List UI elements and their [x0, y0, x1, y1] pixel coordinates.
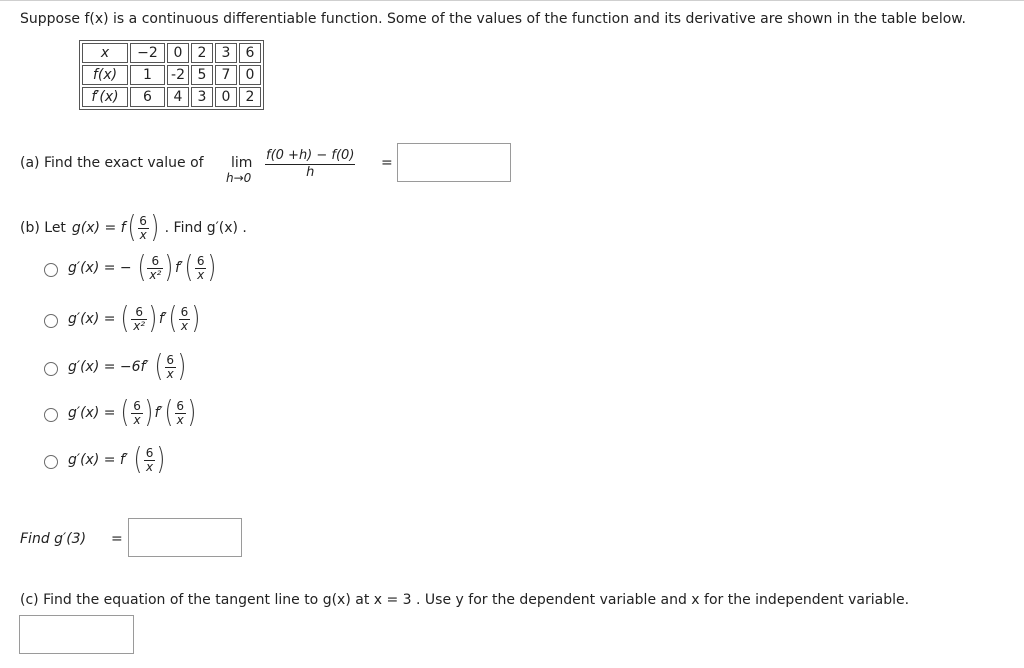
part-b-prefix: (b) Let	[20, 220, 66, 236]
fraction-numerator: 6	[145, 445, 154, 460]
left-paren: (	[184, 250, 194, 285]
table-row	[82, 65, 261, 85]
table-cell: 2	[191, 43, 213, 63]
option-5-label[interactable]	[68, 442, 167, 477]
part-a-answer-input[interactable]	[397, 143, 511, 182]
difference-quotient	[265, 148, 355, 181]
fraction-numerator: 6	[166, 352, 175, 367]
table-cell: 4	[167, 87, 189, 107]
part-c-answer-input[interactable]	[19, 615, 134, 654]
right-paren: )	[144, 395, 154, 430]
option-fraction	[131, 400, 143, 427]
option-lhs: g′(x) =	[68, 311, 116, 327]
table-row	[82, 87, 261, 107]
fraction-numerator: 6	[180, 304, 189, 319]
right-paren: )	[148, 301, 158, 336]
fraction-numerator: 6	[151, 253, 160, 268]
option-mid: f′	[158, 311, 167, 327]
fraction-denominator: x	[146, 459, 154, 474]
option-3-radio[interactable]	[44, 362, 58, 376]
values-table	[79, 40, 264, 110]
fraction-denominator: x	[133, 412, 141, 427]
fraction-denominator: x	[180, 318, 189, 333]
option-fraction	[164, 354, 176, 381]
option-fraction	[131, 306, 147, 333]
option-lhs: g′(x) =	[68, 405, 116, 421]
find-g3-equals: =	[111, 531, 123, 547]
difference-quotient-numerator: f(0 +h) − f(0)	[266, 148, 355, 163]
limit-label: lim	[231, 155, 253, 171]
option-2-label[interactable]	[68, 301, 202, 336]
table-cell: 1	[130, 65, 165, 85]
option-3-label[interactable]	[68, 349, 188, 384]
table-cell: 0	[215, 87, 237, 107]
table-cell: 6	[239, 43, 261, 63]
fraction-denominator: x	[166, 366, 174, 381]
option-fraction	[179, 306, 191, 333]
option-5-radio[interactable]	[44, 455, 58, 469]
part-b-statement	[20, 210, 247, 245]
right-paren: )	[150, 210, 160, 245]
g3-answer-input[interactable]	[128, 518, 242, 557]
table-cell: 3	[191, 87, 213, 107]
option-lhs: g′(x) = −6f′	[68, 359, 149, 375]
table-cell: 0	[167, 43, 189, 63]
right-paren: )	[156, 442, 166, 477]
g-definition: g(x) = f	[71, 220, 126, 236]
fraction-denominator: x²	[133, 318, 146, 333]
option-fraction	[174, 400, 186, 427]
option-lhs: g′(x) = f′	[68, 452, 129, 468]
fraction-numerator: 6	[176, 398, 185, 413]
table-cell: 0	[239, 65, 261, 85]
table-row	[82, 43, 261, 63]
option-fraction	[147, 255, 163, 282]
right-paren: )	[177, 349, 187, 384]
part-b-suffix: . Find g′(x) .	[164, 220, 247, 236]
part-a-equals: =	[381, 155, 393, 171]
option-lhs: g′(x) = −	[68, 260, 132, 276]
right-paren: )	[191, 301, 201, 336]
table-cell: 3	[215, 43, 237, 63]
option-mid: f′	[175, 260, 184, 276]
top-border	[0, 0, 1024, 1]
left-paren: (	[127, 210, 136, 245]
left-paren: (	[154, 349, 163, 384]
fraction-denominator: x²	[149, 267, 162, 282]
option-mid: f′	[154, 405, 163, 421]
fraction-numerator: 6	[133, 398, 141, 413]
fraction-numerator: 6	[135, 304, 143, 319]
fraction-denominator: x	[176, 412, 184, 427]
left-paren: (	[168, 301, 178, 336]
right-paren: )	[164, 250, 174, 285]
table-cell: −2	[130, 43, 165, 63]
fraction-denominator: x	[197, 267, 205, 282]
left-paren: (	[120, 395, 130, 430]
fraction-numerator: 6	[196, 253, 205, 268]
limit-subscript: h→0	[226, 171, 252, 185]
right-paren: )	[187, 395, 197, 430]
table-cell: 6	[130, 87, 165, 107]
table-cell: -2	[167, 65, 189, 85]
left-paren: (	[137, 250, 146, 285]
option-1-label[interactable]	[68, 250, 218, 285]
find-g3-label: Find g′(3)	[20, 531, 87, 547]
intro-text: Suppose f(x) is a continuous differentiable function. Some of the values of the function and its derivative are shown in the table below.	[20, 11, 966, 27]
option-2-radio[interactable]	[44, 314, 58, 328]
table-cell: x	[82, 43, 128, 63]
left-paren: (	[133, 442, 143, 477]
fraction-denominator: x	[139, 227, 147, 242]
table-cell: f(x)	[82, 65, 128, 85]
option-fraction	[144, 447, 156, 474]
part-a-prefix: (a) Find the exact value of	[20, 155, 204, 171]
table-cell: f′(x)	[82, 87, 128, 107]
left-paren: (	[164, 395, 173, 430]
option-4-radio[interactable]	[44, 408, 58, 422]
option-fraction	[195, 255, 207, 282]
part-c-text: (c) Find the equation of the tangent line to g(x) at x = 3 . Use y for the dependent variable and x for the independent variable.	[20, 592, 910, 608]
table-cell: 7	[215, 65, 237, 85]
fraction-numerator: 6	[139, 213, 147, 228]
table-cell: 5	[191, 65, 213, 85]
left-paren: (	[120, 301, 130, 336]
table-cell: 2	[239, 87, 261, 107]
option-4-label[interactable]	[68, 395, 198, 430]
g-fraction	[137, 215, 149, 242]
difference-quotient-denominator: h	[306, 165, 315, 180]
right-paren: )	[207, 250, 217, 285]
option-1-radio[interactable]	[44, 263, 58, 277]
